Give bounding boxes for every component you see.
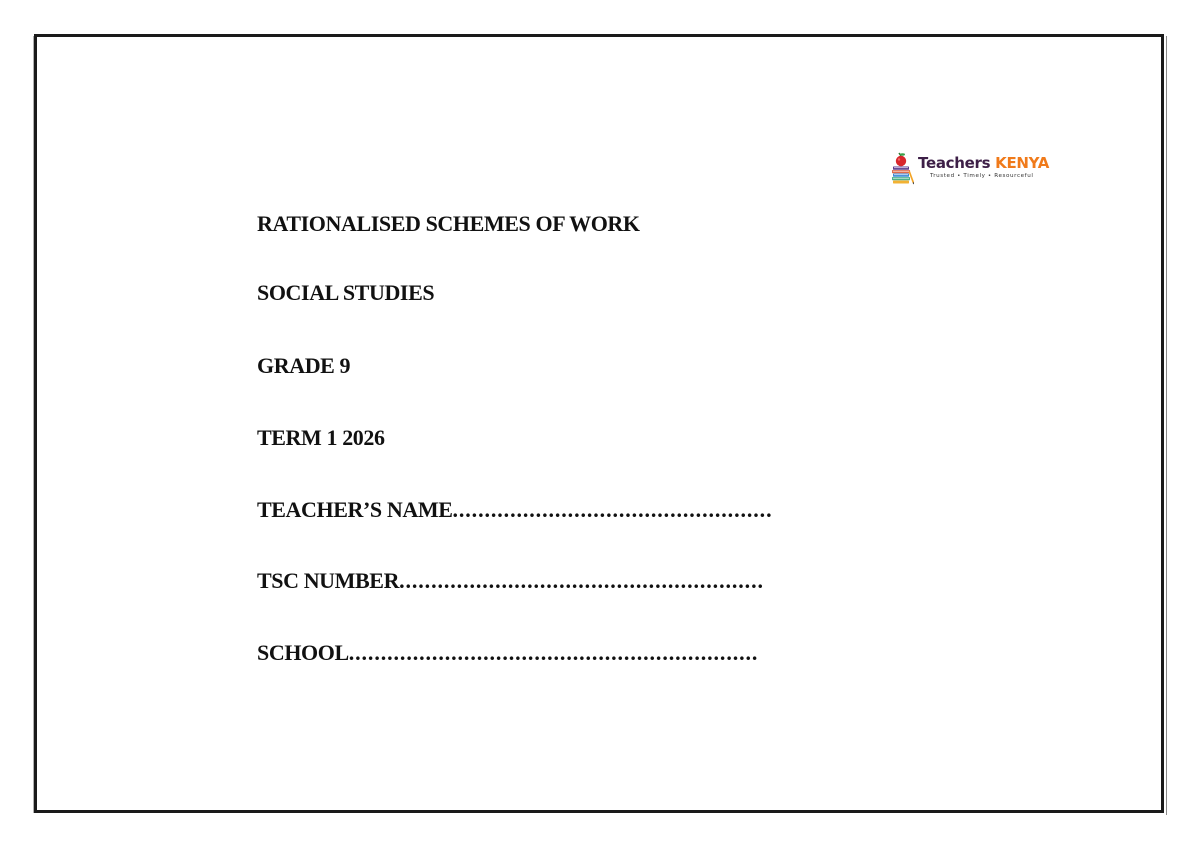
logo-word-teachers: Teachers bbox=[918, 154, 991, 172]
document-title: RATIONALISED SCHEMES OF WORK bbox=[257, 211, 640, 236]
teacher-name-blank: .................................................. bbox=[452, 497, 773, 522]
grade-heading: GRADE 9 bbox=[257, 353, 351, 378]
teachers-kenya-logo bbox=[890, 151, 1050, 187]
logo-word-kenya: KENYA bbox=[995, 154, 1050, 172]
school-field bbox=[257, 640, 758, 666]
term-heading: TERM 1 2026 bbox=[257, 425, 385, 450]
tsc-number-field bbox=[257, 568, 764, 594]
logo-wordmark bbox=[918, 155, 1049, 171]
tsc-number-label: TSC NUMBER bbox=[257, 568, 400, 593]
tsc-number-blank: ......................................................... bbox=[399, 568, 764, 593]
teacher-name-field bbox=[257, 497, 772, 523]
page-border-shadow-right bbox=[1166, 36, 1167, 815]
apple-books-icon bbox=[890, 151, 916, 185]
school-blank: ................................................................ bbox=[348, 640, 759, 665]
school-label: SCHOOL bbox=[257, 640, 349, 665]
subject-heading: SOCIAL STUDIES bbox=[257, 280, 435, 305]
logo-tagline: Trusted • Timely • Resourceful bbox=[930, 173, 1034, 179]
teacher-name-label: TEACHER’S NAME bbox=[257, 497, 453, 522]
